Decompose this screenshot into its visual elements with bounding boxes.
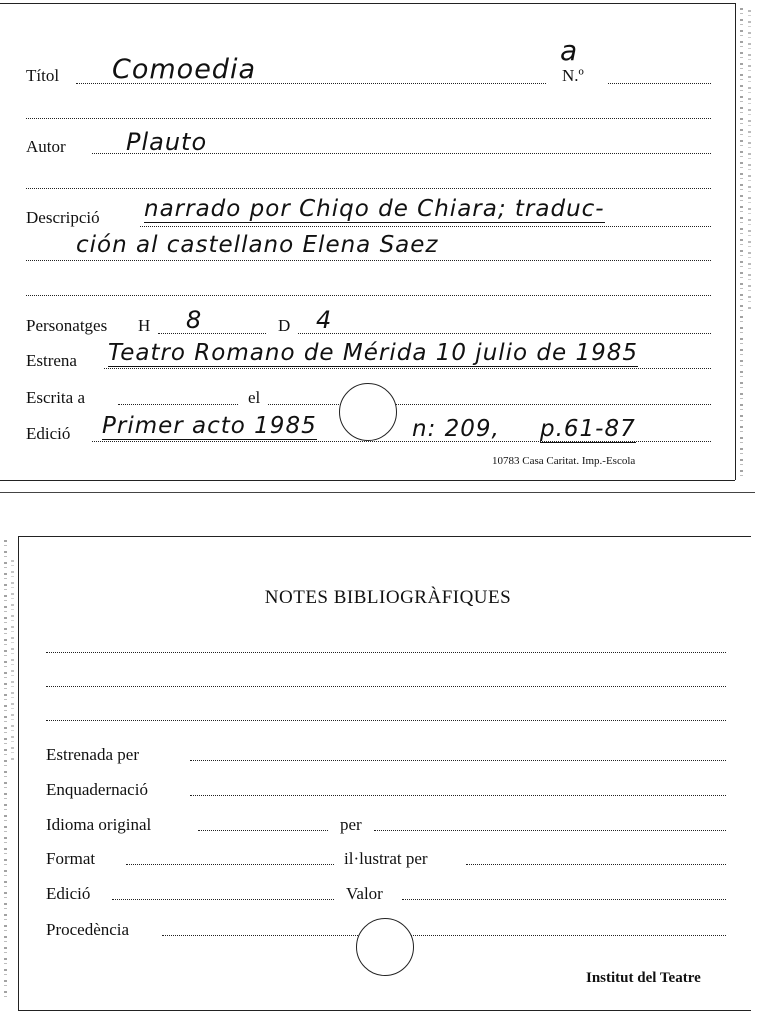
titol-label: Títol: [26, 66, 60, 85]
descripcio-label: Descripció: [26, 208, 100, 227]
scan-speckle: [4, 540, 7, 1000]
descripcio-line-2: [26, 260, 711, 261]
estrena-value: Teatro Romano de Mérida 10 julio de 1985: [108, 340, 639, 366]
escrita-line: [118, 404, 238, 405]
descripcio-value-line-2: ción al castellano Elena Saez: [76, 232, 439, 258]
procedencia-label: Procedència: [46, 920, 130, 939]
personatges-d-label: D: [278, 316, 291, 335]
edicio-label: Edició: [26, 424, 71, 443]
numero-value: a: [560, 34, 579, 67]
personatges-h-label: H: [138, 316, 151, 335]
notes-line-1: [46, 652, 726, 653]
escrita-el-label: el: [248, 388, 261, 407]
card-top-edge: [0, 3, 735, 4]
card-bottom-edge: [0, 480, 735, 481]
catalog-card-front: [0, 0, 759, 500]
enquadernacio-label: Enquadernació: [46, 780, 148, 799]
numero-line: [608, 83, 711, 84]
punch-hole: [356, 918, 414, 976]
enquadernacio-line: [190, 795, 726, 796]
card-top-edge: [18, 536, 751, 537]
illustrat-per-label: il·lustrat per: [344, 849, 428, 868]
autor-label: Autor: [26, 137, 66, 156]
descripcio-value-line-1: narrado por Chiqo de Chiara; traduc-: [144, 196, 605, 222]
descripcio-line-3: [26, 295, 711, 296]
personatges-d-line: [298, 333, 711, 334]
notes-line-2: [46, 686, 726, 687]
illustrat-per-line: [466, 864, 726, 865]
notes-title: NOTES BIBLIOGRÀFIQUES: [264, 587, 512, 608]
card-shadow-edge: [0, 492, 755, 493]
scan-speckle: [740, 8, 743, 478]
card-bottom-edge: [18, 1010, 751, 1011]
titol-value: Comoedia: [112, 54, 256, 85]
estrenada-per-line: [190, 760, 726, 761]
titol-extra-line: [26, 118, 711, 119]
card-right-edge: [735, 3, 736, 480]
format-line: [126, 864, 334, 865]
descripcio-line-1: [140, 226, 711, 227]
idioma-original-line: [198, 830, 328, 831]
edicio-value: Primer acto 1985: [102, 413, 317, 439]
idioma-per-line: [374, 830, 726, 831]
escrita-label: Escrita a: [26, 388, 85, 407]
procedencia-line: [162, 935, 726, 936]
autor-value: Plauto: [126, 128, 208, 156]
edicio-label: Edició: [46, 884, 91, 903]
idioma-original-label: Idioma original: [46, 815, 152, 834]
catalog-card-back: [0, 500, 759, 1028]
edicio-pages-value: p.61-87: [540, 416, 636, 442]
estrenada-per-label: Estrenada per: [46, 745, 139, 764]
institution-name: Institut del Teatre: [586, 970, 701, 986]
numero-label: N.º: [562, 66, 584, 85]
valor-label: Valor: [346, 884, 383, 903]
personatges-label: Personatges: [26, 316, 108, 335]
estrena-label: Estrena: [26, 351, 77, 370]
scan-speckle: [748, 10, 751, 310]
personatges-h-line: [158, 333, 266, 334]
autor-extra-line: [26, 188, 711, 189]
printer-mark: 10783 Casa Caritat. Imp.-Escola: [492, 455, 636, 467]
estrena-line: [104, 368, 711, 369]
valor-line: [402, 899, 726, 900]
edicio-ref-value: n: 209,: [412, 416, 500, 442]
personatges-d-value: 4: [316, 306, 333, 334]
edicio-line: [112, 899, 334, 900]
notes-line-3: [46, 720, 726, 721]
escrita-el-line: [268, 404, 711, 405]
format-label: Format: [46, 849, 96, 868]
punch-hole: [339, 383, 397, 441]
idioma-per-label: per: [340, 815, 362, 834]
personatges-h-value: 8: [186, 306, 203, 334]
